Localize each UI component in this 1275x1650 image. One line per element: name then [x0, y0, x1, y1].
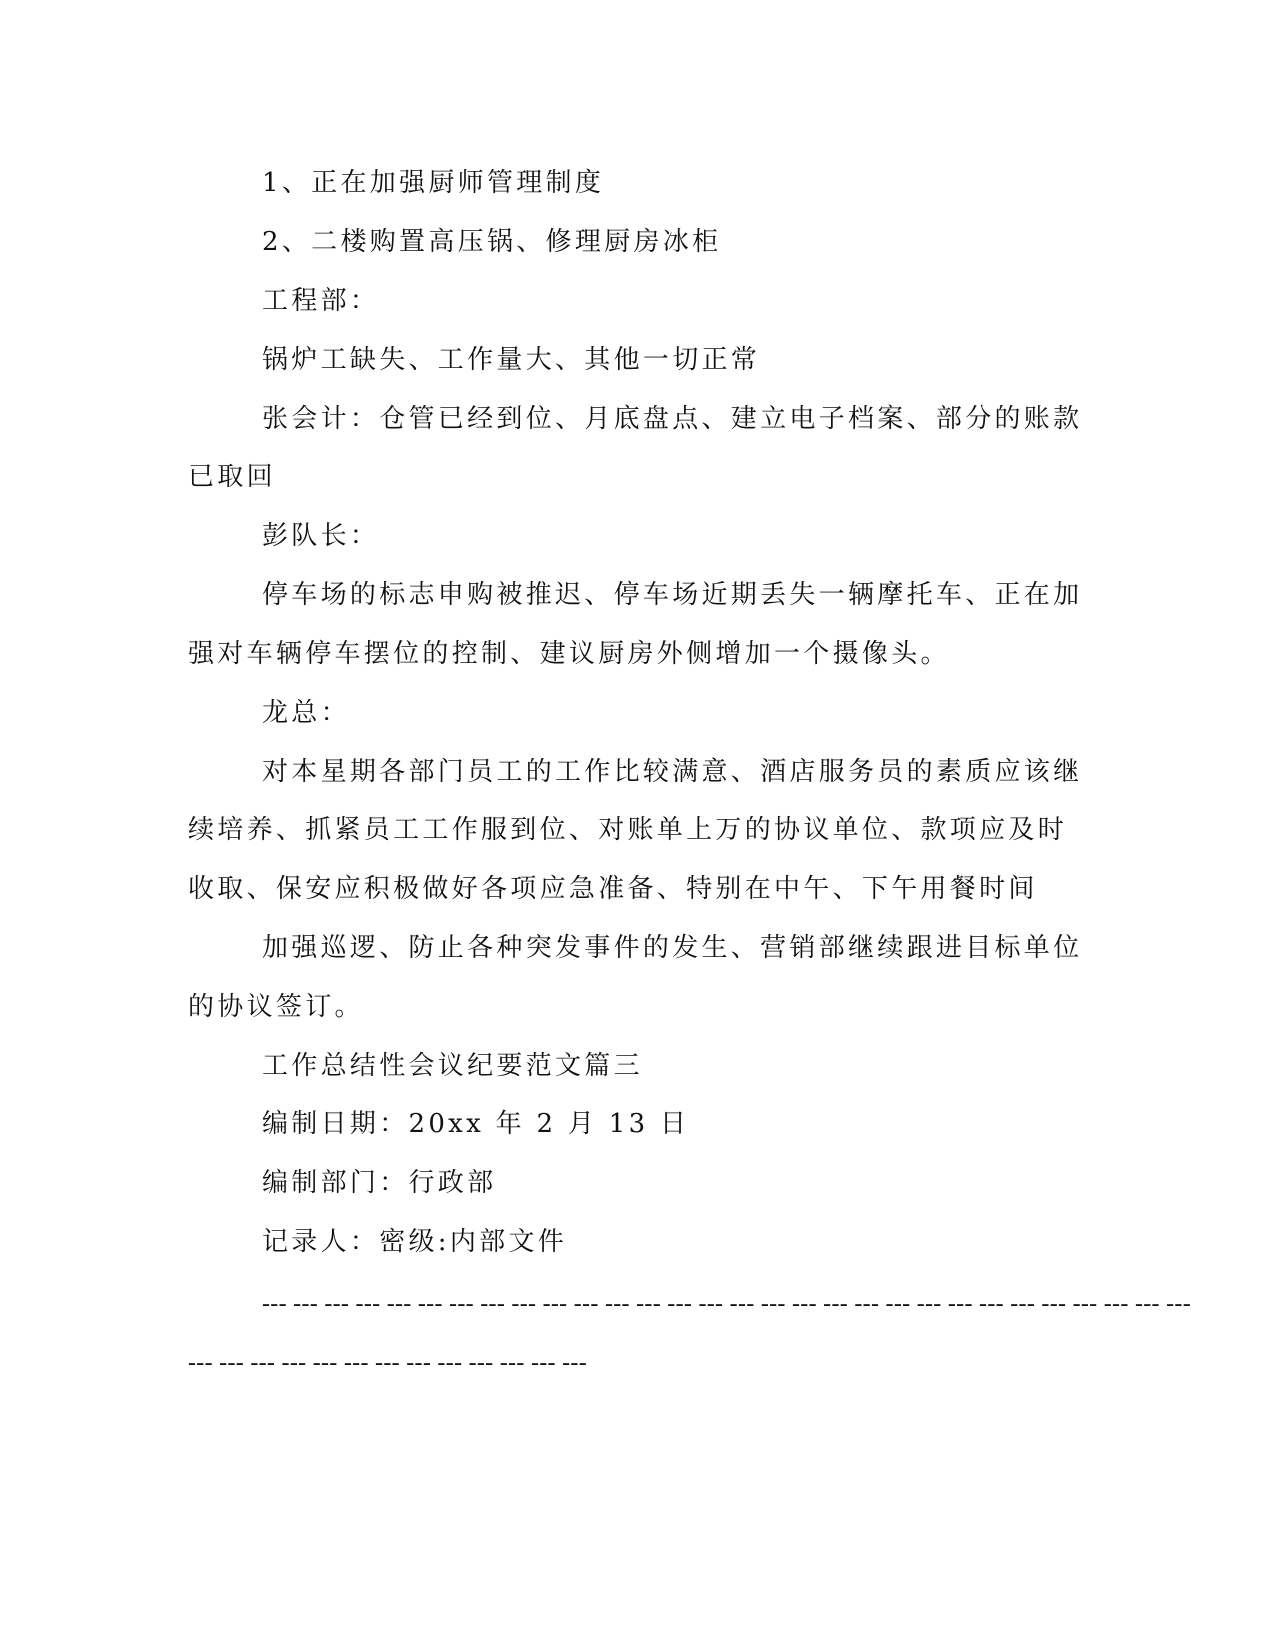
separator-line-2: --- --- --- --- --- --- --- --- --- --- --- --- --- — [188, 1350, 587, 1376]
recorder-line: 记录人：密级:内部文件 — [262, 1227, 568, 1257]
kitchen-item-1: 1、正在加强厨师管理制度 — [262, 168, 605, 198]
manager-report-1: 对本星期各部门员工的工作比较满意、酒店服务员的素质应该继 — [262, 757, 1083, 787]
accountant-report-cont: 已取回 — [188, 462, 276, 492]
manager-report-4: 加强巡逻、防止各种突发事件的发生、营销部继续跟进目标单位 — [262, 933, 1083, 963]
kitchen-item-2: 2、二楼购置高压锅、修理厨房冰柜 — [262, 227, 722, 257]
manager-report-2: 续培养、抓紧员工工作服到位、对账单上万的协议单位、款项应及时 — [188, 815, 1068, 845]
captain-report-cont: 强对车辆停车摆位的控制、建议厨房外侧增加一个摄像头。 — [188, 639, 950, 669]
captain-heading: 彭队长： — [262, 521, 380, 551]
accountant-report: 张会计：仓管已经到位、月底盘点、建立电子档案、部分的账款 — [262, 404, 1083, 434]
separator-line-1: --- --- --- --- --- --- --- --- --- --- --- --- --- --- --- --- --- --- --- --- --- --- --- --- --- --- --- --- --- --- — [262, 1291, 1191, 1317]
section-title: 工作总结性会议纪要范文篇三 — [262, 1051, 643, 1081]
captain-report: 停车场的标志申购被推迟、停车场近期丢失一辆摩托车、正在加 — [262, 580, 1083, 610]
manager-report-3: 收取、保安应积极做好各项应急准备、特别在中午、下午用餐时间 — [188, 874, 1038, 904]
manager-report-5: 的协议签订。 — [188, 992, 364, 1022]
compile-date: 编制日期：20xx 年 2 月 13 日 — [262, 1109, 690, 1139]
engineering-heading: 工程部： — [262, 286, 380, 316]
engineering-report: 锅炉工缺失、工作量大、其他一切正常 — [262, 345, 761, 375]
compile-department: 编制部门：行政部 — [262, 1168, 497, 1198]
manager-heading: 龙总： — [262, 698, 350, 728]
